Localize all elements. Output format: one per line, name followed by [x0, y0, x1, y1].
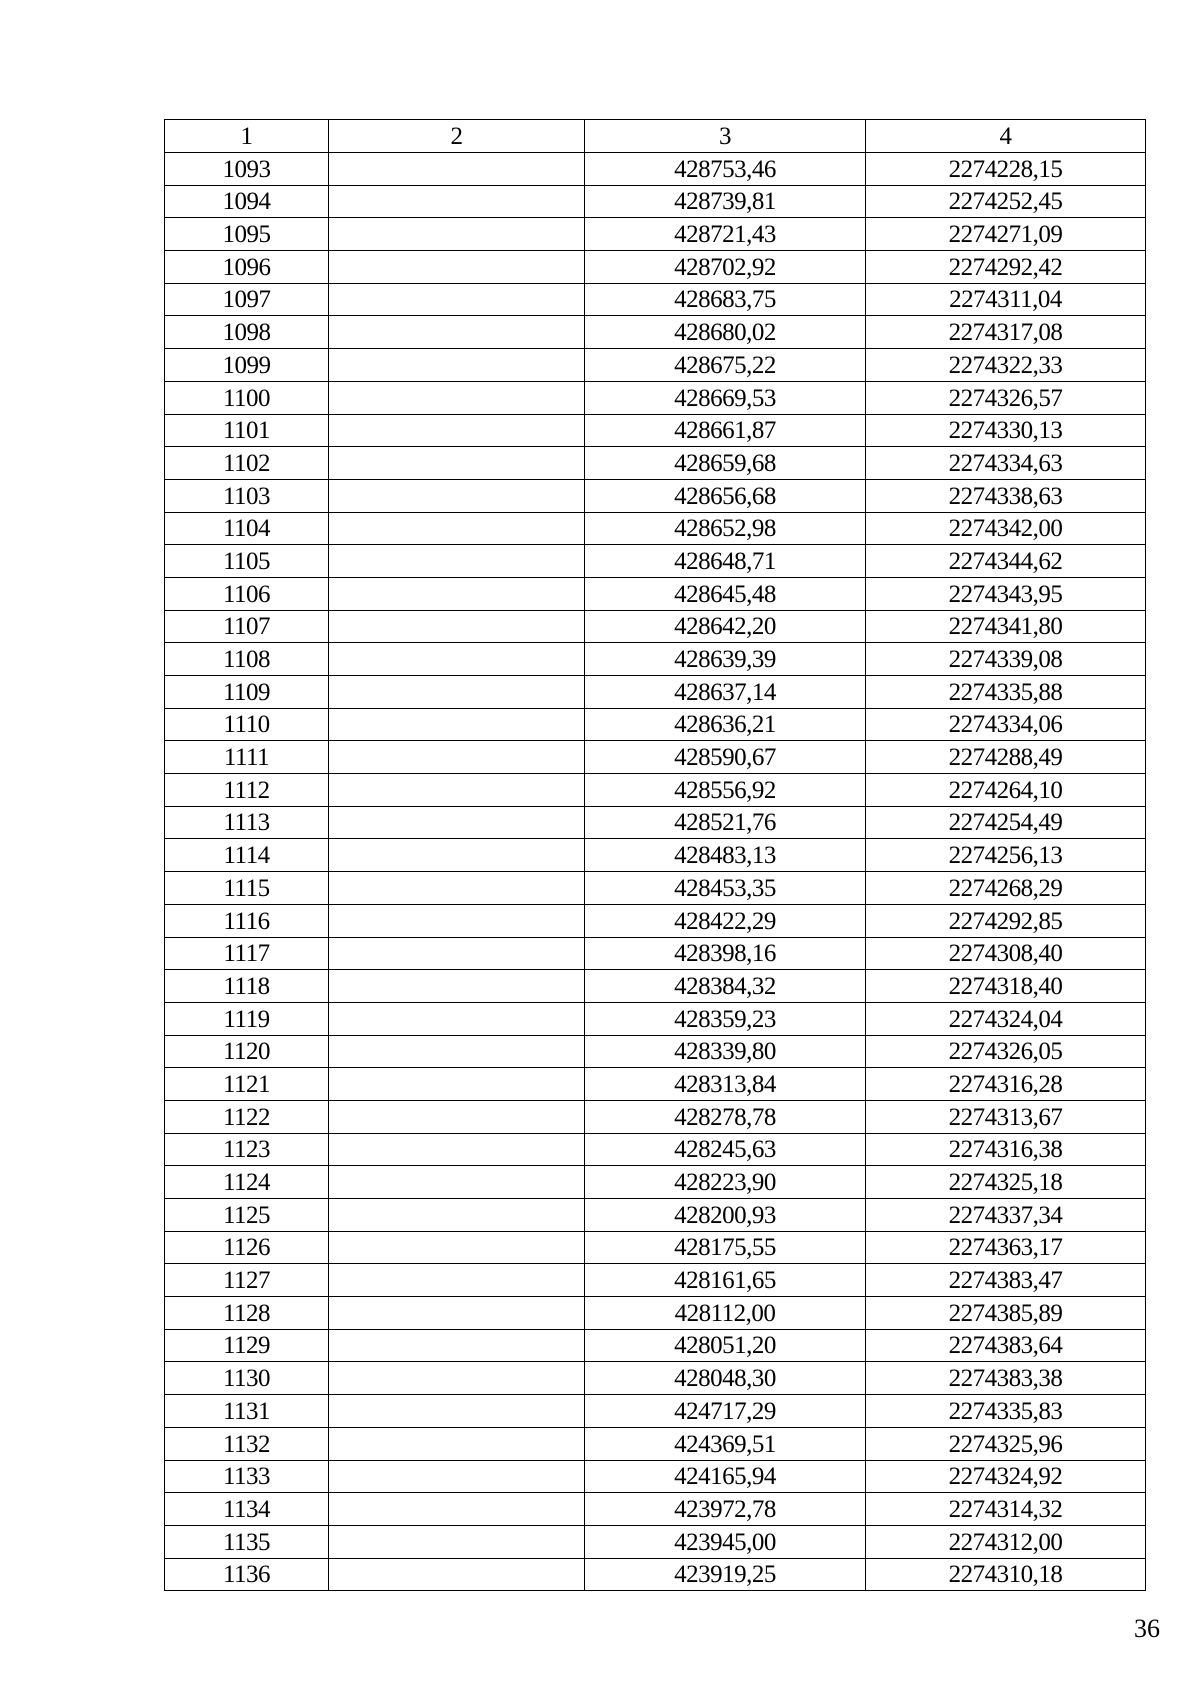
column-header-1: 1 [165, 120, 329, 153]
x-coordinate-cell: 428161,65 [585, 1264, 866, 1297]
x-coordinate-cell: 428359,23 [585, 1002, 866, 1035]
name-cell [329, 904, 585, 937]
y-coordinate-cell: 2274334,06 [866, 708, 1146, 741]
point-number-cell: 1125 [165, 1199, 329, 1232]
y-coordinate-cell: 2274228,15 [866, 153, 1146, 186]
x-coordinate-cell: 428245,63 [585, 1133, 866, 1166]
point-number-cell: 1109 [165, 676, 329, 709]
table-row [165, 774, 1146, 807]
point-number-cell: 1134 [165, 1493, 329, 1526]
x-coordinate-cell: 423919,25 [585, 1558, 866, 1591]
table-row [165, 1231, 1146, 1264]
name-cell [329, 1068, 585, 1101]
name-cell [329, 839, 585, 872]
coordinates-table [164, 119, 1146, 1591]
name-cell [329, 806, 585, 839]
name-cell [329, 1427, 585, 1460]
y-coordinate-cell: 2274326,05 [866, 1035, 1146, 1068]
y-coordinate-cell: 2274341,80 [866, 610, 1146, 643]
y-coordinate-cell: 2274363,17 [866, 1231, 1146, 1264]
name-cell [329, 1199, 585, 1232]
table-row [165, 1133, 1146, 1166]
name-cell [329, 643, 585, 676]
name-cell [329, 316, 585, 349]
name-cell [329, 1166, 585, 1199]
y-coordinate-cell: 2274313,67 [866, 1100, 1146, 1133]
table-row [165, 1493, 1146, 1526]
x-coordinate-cell: 428642,20 [585, 610, 866, 643]
x-coordinate-cell: 428051,20 [585, 1329, 866, 1362]
point-number-cell: 1124 [165, 1166, 329, 1199]
y-coordinate-cell: 2274317,08 [866, 316, 1146, 349]
point-number-cell: 1127 [165, 1264, 329, 1297]
x-coordinate-cell: 428339,80 [585, 1035, 866, 1068]
table-row [165, 904, 1146, 937]
name-cell [329, 447, 585, 480]
y-coordinate-cell: 2274324,92 [866, 1460, 1146, 1493]
table-row [165, 479, 1146, 512]
table-row [165, 1068, 1146, 1101]
y-coordinate-cell: 2274271,09 [866, 218, 1146, 251]
x-coordinate-cell: 428683,75 [585, 283, 866, 316]
name-cell [329, 1231, 585, 1264]
page-number: 36 [1134, 1614, 1160, 1643]
name-cell [329, 741, 585, 774]
y-coordinate-cell: 2274292,85 [866, 904, 1146, 937]
table-row [165, 1460, 1146, 1493]
point-number-cell: 1117 [165, 937, 329, 970]
x-coordinate-cell: 428661,87 [585, 414, 866, 447]
x-coordinate-cell: 428675,22 [585, 349, 866, 382]
table-row [165, 1362, 1146, 1395]
name-cell [329, 479, 585, 512]
name-cell [329, 1100, 585, 1133]
point-number-cell: 1098 [165, 316, 329, 349]
x-coordinate-cell: 428652,98 [585, 512, 866, 545]
table-row [165, 1427, 1146, 1460]
name-cell [329, 937, 585, 970]
table-row [165, 1100, 1146, 1133]
y-coordinate-cell: 2274337,34 [866, 1199, 1146, 1232]
point-number-cell: 1135 [165, 1525, 329, 1558]
point-number-cell: 1102 [165, 447, 329, 480]
y-coordinate-cell: 2274316,28 [866, 1068, 1146, 1101]
point-number-cell: 1115 [165, 872, 329, 905]
point-number-cell: 1116 [165, 904, 329, 937]
x-coordinate-cell: 428648,71 [585, 545, 866, 578]
x-coordinate-cell: 428278,78 [585, 1100, 866, 1133]
table-row [165, 1199, 1146, 1232]
x-coordinate-cell: 428223,90 [585, 1166, 866, 1199]
y-coordinate-cell: 2274311,04 [866, 283, 1146, 316]
table-row [165, 349, 1146, 382]
x-coordinate-cell: 428200,93 [585, 1199, 866, 1232]
point-number-cell: 1106 [165, 577, 329, 610]
name-cell [329, 676, 585, 709]
x-coordinate-cell: 428645,48 [585, 577, 866, 610]
x-coordinate-cell: 423945,00 [585, 1525, 866, 1558]
point-number-cell: 1099 [165, 349, 329, 382]
table-row [165, 1525, 1146, 1558]
point-number-cell: 1123 [165, 1133, 329, 1166]
point-number-cell: 1118 [165, 970, 329, 1003]
x-coordinate-cell: 428656,68 [585, 479, 866, 512]
table-row [165, 1002, 1146, 1035]
x-coordinate-cell: 428669,53 [585, 381, 866, 414]
x-coordinate-cell: 428556,92 [585, 774, 866, 807]
y-coordinate-cell: 2274310,18 [866, 1558, 1146, 1591]
point-number-cell: 1105 [165, 545, 329, 578]
x-coordinate-cell: 428721,43 [585, 218, 866, 251]
x-coordinate-cell: 428453,35 [585, 872, 866, 905]
x-coordinate-cell: 428175,55 [585, 1231, 866, 1264]
y-coordinate-cell: 2274383,47 [866, 1264, 1146, 1297]
name-cell [329, 1362, 585, 1395]
point-number-cell: 1132 [165, 1427, 329, 1460]
table-row [165, 218, 1146, 251]
table-row [165, 381, 1146, 414]
x-coordinate-cell: 424165,94 [585, 1460, 866, 1493]
x-coordinate-cell: 424717,29 [585, 1395, 866, 1428]
y-coordinate-cell: 2274256,13 [866, 839, 1146, 872]
y-coordinate-cell: 2274318,40 [866, 970, 1146, 1003]
name-cell [329, 1329, 585, 1362]
point-number-cell: 1131 [165, 1395, 329, 1428]
table-row [165, 839, 1146, 872]
x-coordinate-cell: 428659,68 [585, 447, 866, 480]
y-coordinate-cell: 2274342,00 [866, 512, 1146, 545]
table-row [165, 1329, 1146, 1362]
y-coordinate-cell: 2274322,33 [866, 349, 1146, 382]
x-coordinate-cell: 428753,46 [585, 153, 866, 186]
name-cell [329, 283, 585, 316]
y-coordinate-cell: 2274316,38 [866, 1133, 1146, 1166]
y-coordinate-cell: 2274268,29 [866, 872, 1146, 905]
point-number-cell: 1112 [165, 774, 329, 807]
name-cell [329, 1035, 585, 1068]
table-row [165, 447, 1146, 480]
table-row [165, 1395, 1146, 1428]
point-number-cell: 1136 [165, 1558, 329, 1591]
y-coordinate-cell: 2274335,88 [866, 676, 1146, 709]
x-coordinate-cell: 428702,92 [585, 251, 866, 284]
name-cell [329, 610, 585, 643]
x-coordinate-cell: 428048,30 [585, 1362, 866, 1395]
x-coordinate-cell: 428521,76 [585, 806, 866, 839]
point-number-cell: 1111 [165, 741, 329, 774]
name-cell [329, 1395, 585, 1428]
name-cell [329, 872, 585, 905]
y-coordinate-cell: 2274254,49 [866, 806, 1146, 839]
x-coordinate-cell: 428680,02 [585, 316, 866, 349]
table-row [165, 970, 1146, 1003]
name-cell [329, 251, 585, 284]
point-number-cell: 1108 [165, 643, 329, 676]
point-number-cell: 1121 [165, 1068, 329, 1101]
y-coordinate-cell: 2274314,32 [866, 1493, 1146, 1526]
name-cell [329, 349, 585, 382]
y-coordinate-cell: 2274344,62 [866, 545, 1146, 578]
x-coordinate-cell: 424369,51 [585, 1427, 866, 1460]
y-coordinate-cell: 2274264,10 [866, 774, 1146, 807]
table-row [165, 741, 1146, 774]
y-coordinate-cell: 2274252,45 [866, 185, 1146, 218]
table-row [165, 676, 1146, 709]
name-cell [329, 577, 585, 610]
point-number-cell: 1093 [165, 153, 329, 186]
name-cell [329, 1002, 585, 1035]
x-coordinate-cell: 428590,67 [585, 741, 866, 774]
table-row [165, 872, 1146, 905]
x-coordinate-cell: 428313,84 [585, 1068, 866, 1101]
point-number-cell: 1119 [165, 1002, 329, 1035]
name-cell [329, 545, 585, 578]
y-coordinate-cell: 2274335,83 [866, 1395, 1146, 1428]
table-row [165, 1558, 1146, 1591]
x-coordinate-cell: 428384,32 [585, 970, 866, 1003]
point-number-cell: 1096 [165, 251, 329, 284]
name-cell [329, 1133, 585, 1166]
table-row [165, 708, 1146, 741]
y-coordinate-cell: 2274308,40 [866, 937, 1146, 970]
point-number-cell: 1114 [165, 839, 329, 872]
table-row [165, 283, 1146, 316]
table-row [165, 1297, 1146, 1330]
y-coordinate-cell: 2274312,00 [866, 1525, 1146, 1558]
y-coordinate-cell: 2274383,38 [866, 1362, 1146, 1395]
point-number-cell: 1120 [165, 1035, 329, 1068]
table-row [165, 545, 1146, 578]
x-coordinate-cell: 428739,81 [585, 185, 866, 218]
name-cell [329, 708, 585, 741]
name-cell [329, 1493, 585, 1526]
y-coordinate-cell: 2274330,13 [866, 414, 1146, 447]
table-row [165, 806, 1146, 839]
point-number-cell: 1103 [165, 479, 329, 512]
point-number-cell: 1094 [165, 185, 329, 218]
table-row [165, 1264, 1146, 1297]
point-number-cell: 1110 [165, 708, 329, 741]
name-cell [329, 185, 585, 218]
point-number-cell: 1126 [165, 1231, 329, 1264]
column-header-2: 2 [329, 120, 585, 153]
table-row [165, 577, 1146, 610]
name-cell [329, 414, 585, 447]
name-cell [329, 774, 585, 807]
table-row [165, 185, 1146, 218]
table-row [165, 414, 1146, 447]
table-body [165, 153, 1146, 1591]
x-coordinate-cell: 428639,39 [585, 643, 866, 676]
name-cell [329, 1525, 585, 1558]
point-number-cell: 1095 [165, 218, 329, 251]
table-row [165, 1035, 1146, 1068]
name-cell [329, 1297, 585, 1330]
x-coordinate-cell: 428483,13 [585, 839, 866, 872]
x-coordinate-cell: 428636,21 [585, 708, 866, 741]
y-coordinate-cell: 2274326,57 [866, 381, 1146, 414]
y-coordinate-cell: 2274383,64 [866, 1329, 1146, 1362]
name-cell [329, 512, 585, 545]
point-number-cell: 1100 [165, 381, 329, 414]
y-coordinate-cell: 2274292,42 [866, 251, 1146, 284]
name-cell [329, 970, 585, 1003]
name-cell [329, 1264, 585, 1297]
column-header-3: 3 [585, 120, 866, 153]
table-row [165, 251, 1146, 284]
point-number-cell: 1128 [165, 1297, 329, 1330]
point-number-cell: 1133 [165, 1460, 329, 1493]
table-header-row [165, 120, 1146, 153]
y-coordinate-cell: 2274339,08 [866, 643, 1146, 676]
point-number-cell: 1097 [165, 283, 329, 316]
y-coordinate-cell: 2274343,95 [866, 577, 1146, 610]
table-row [165, 610, 1146, 643]
table-row [165, 316, 1146, 349]
table-row [165, 512, 1146, 545]
y-coordinate-cell: 2274288,49 [866, 741, 1146, 774]
y-coordinate-cell: 2274324,04 [866, 1002, 1146, 1035]
table-row [165, 153, 1146, 186]
x-coordinate-cell: 428398,16 [585, 937, 866, 970]
name-cell [329, 218, 585, 251]
table-row [165, 1166, 1146, 1199]
y-coordinate-cell: 2274338,63 [866, 479, 1146, 512]
point-number-cell: 1101 [165, 414, 329, 447]
x-coordinate-cell: 428112,00 [585, 1297, 866, 1330]
y-coordinate-cell: 2274385,89 [866, 1297, 1146, 1330]
point-number-cell: 1107 [165, 610, 329, 643]
y-coordinate-cell: 2274334,63 [866, 447, 1146, 480]
point-number-cell: 1129 [165, 1329, 329, 1362]
name-cell [329, 381, 585, 414]
name-cell [329, 1558, 585, 1591]
y-coordinate-cell: 2274325,96 [866, 1427, 1146, 1460]
table-row [165, 643, 1146, 676]
x-coordinate-cell: 423972,78 [585, 1493, 866, 1526]
name-cell [329, 1460, 585, 1493]
point-number-cell: 1113 [165, 806, 329, 839]
point-number-cell: 1122 [165, 1100, 329, 1133]
point-number-cell: 1130 [165, 1362, 329, 1395]
column-header-4: 4 [866, 120, 1146, 153]
name-cell [329, 153, 585, 186]
y-coordinate-cell: 2274325,18 [866, 1166, 1146, 1199]
x-coordinate-cell: 428422,29 [585, 904, 866, 937]
point-number-cell: 1104 [165, 512, 329, 545]
x-coordinate-cell: 428637,14 [585, 676, 866, 709]
table-row [165, 937, 1146, 970]
